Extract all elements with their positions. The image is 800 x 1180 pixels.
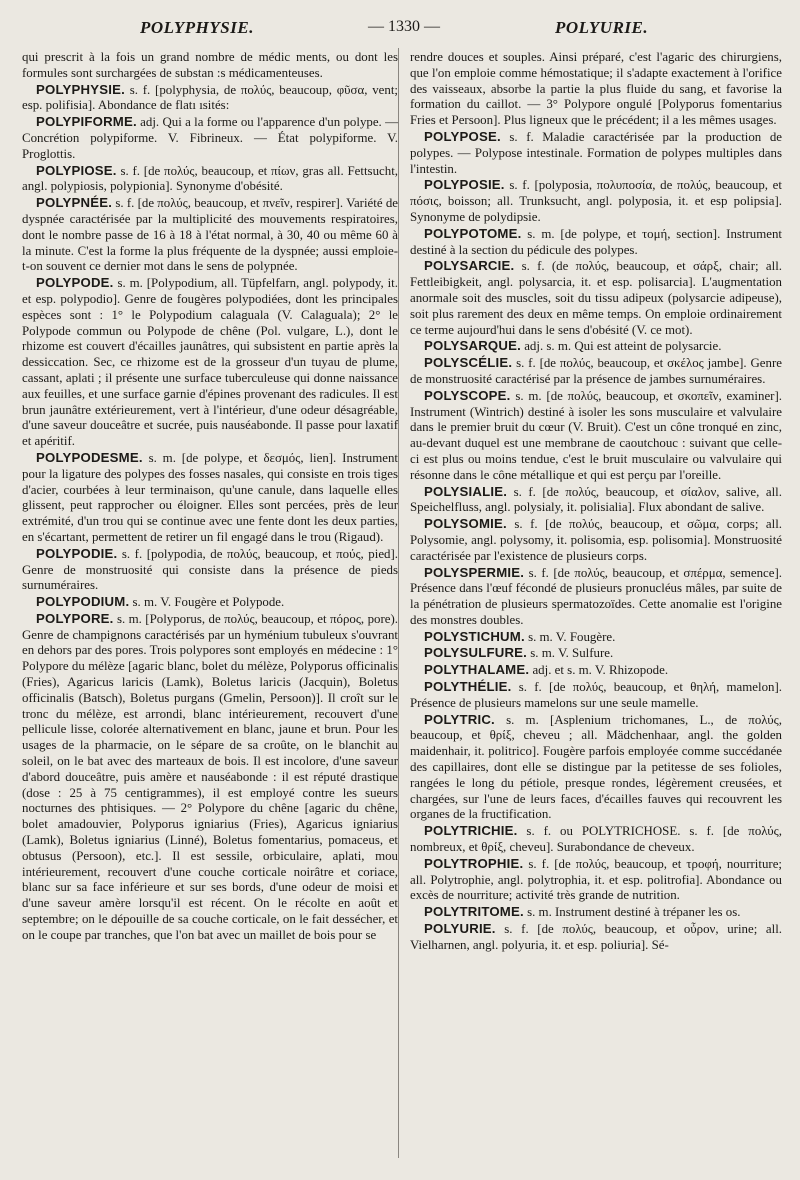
page-number: — 1330 — — [368, 18, 440, 35]
dictionary-entry — [410, 712, 782, 824]
entry-definition: s. m. [Polyporus, de πολύς, beaucoup, et πόρος, pore). Genre de champignons caractérisés par un hyménium tubuleux s'ouvrant en dehors par des pores. Trois polypores sont employés en médecine : 1° Polypore du mélèze [agaric blanc, bolet du mélèze, Polyporus officinalis (Fries), Agaricus laricis (Lamk), Boletus laricis (Jacquin), Boletus officinalis (Batsch), Boletus purgans (Gmelin, Persoon)]. Il croît sur le tronc du mélèze, est arrondi, blanc intérieurement, recouvert d'une pellicule lisse, colorée alternativement en blanc, jaune et brun. Pour les usages de la pharmacie, on le sépare de sa croûte, on le blanchit au soleil, on le bat avec des marteaux de bois. Il est incolore, d'une saveur d'abord douceâtre, puis amère et nauséabonde : il est réputé drastique (dose : 25 à 75 centigrammes), il est employé contre les sueurs nocturnes des phtisiques. — 2° Polypore du chêne [agaric du chêne, bolet amadouvier, Polyporus igniarius (Fries), Agaricus igniarius (Lamk), Boletus igniarius (Linné), Boletus fomentarius, pomaceus, et obtusus (Persoon), etc.]. Il est sessile, orbiculaire, aplati, mou intérieurement, recouvert d'une couche corticale noirâtre et coriace, blanc sur sa face inférieure et sur ses bords, d'une odeur de moisi et d'une saveur amère lorsqu'il est récent. On le récolte en août et septembre; on le dépouille de sa couche corticale, on le fait dessécher, et on le coupe par tranches, que l'on bat avec un maillet de bois pour se — [22, 611, 398, 942]
entry-definition: s. m. [Polypodium, all. Tüpfelfarn, angl. polypody, it. et esp. polypodio]. Genre de fougères polypodiées, dont les principales espèces sont : 1° le Polypodium calaguala (V. Calaguala); 2° le Polypode commun ou Polypode de chêne (Pol. vulgare, L.), dont le rhizome est couvert d'écailles jaunâtres, qui subsistent en partie après la dessiccation. Sec, ce rhizome est de la grosseur d'un tuyau de plume, cassant, aplati ; il présente une surface tuberculeuse qui donne naissance aux feuilles, et une surface garnie d'épines provenant des radicules. Il est brun jaunâtre extérieurement, vert à l'intérieur, d'une odeur désagréable, d'une saveur douceâtre et sucrée, puis nauséabonde. Il passe pour laxatif et apéritif. — [22, 276, 398, 449]
dictionary-entry — [410, 258, 782, 338]
dictionary-entry — [410, 823, 782, 856]
entry-headword: POLYSCÉLIE. — [424, 355, 513, 371]
entry-definition: s. m. V. Sulfure. — [527, 646, 614, 661]
entry-definition: qui prescrit à la fois un grand nombre de médic ments, ou dont les formules sont surchargées de substan :s médicamenteuses. — [22, 50, 398, 80]
entry-headword: POLYSCOPE. — [424, 387, 511, 403]
entry-headword: POLYPODESME. — [36, 449, 143, 465]
dictionary-entry — [22, 82, 398, 115]
entry-headword: POLYTRICHIE. — [424, 823, 518, 839]
entry-definition: s. f. (de πολύς, beaucoup, et σάρξ, chair; all. Fettleibigkeit, angl. polysarcia, it. et esp. polisarcia]. L'augmentation anormale soit des muscles, soit du tissu adipeux (polysarcie adipeuse), soit plus rarement des deux en même temps. On emploie ordinairement ce terme aujourd'hui dans le sens d'obésité (V. ce mot). — [410, 259, 782, 337]
right-column — [410, 50, 782, 954]
entry-definition: rendre douces et souples. Ainsi préparé, c'est l'agaric des chirurgiens, que l'on emploie comme hémostatique; il s'adapte exactement à l'orifice des vaisseaux, absorbe la partie la plus fluide du sang, et favorise la formation du caillot. — 3° Polypore ongulé [Polyporus fomentarius Fries et Persoon]. Plus ligneux que le précédent; il a les mêmes usages. — [410, 50, 782, 128]
entry-headword: POLYPIOSE. — [36, 162, 117, 178]
dictionary-entry — [410, 355, 782, 388]
entry-headword: POLYSTICHUM. — [424, 628, 525, 644]
entry-headword: POLYPOSE. — [424, 128, 501, 144]
entry-definition: s. f. [de πολύς, beaucoup, et τροφή, nourriture; all. Polytrophie, angl. polytrophia, it. et esp. politrofia]. Abondance ou excès de nourriture; activité très grande de nutrition. — [410, 856, 782, 903]
dictionary-entry — [410, 177, 782, 225]
dictionary-entry — [22, 114, 398, 162]
dictionary-entry — [410, 484, 782, 517]
entry-definition: s. m. V. Fougère et Polypode. — [129, 595, 285, 610]
entry-headword: POLYPOSIE. — [424, 177, 505, 193]
entry-headword: POLYSPERMIE. — [424, 564, 525, 580]
entry-headword: POLYPHYSIE. — [36, 81, 125, 97]
dictionary-entry — [22, 163, 398, 196]
entry-headword: POLYSARCIE. — [424, 258, 515, 274]
entry-definition: s. m. Instrument destiné à trépaner les os. — [523, 905, 741, 920]
dictionary-entry — [22, 594, 398, 611]
entry-definition: s. f. [polypodia, de πολύς, beaucoup, et πούς, pied]. Genre de monstruosité qui consiste dans la présence de pieds surnuméraires. — [22, 546, 398, 593]
entry-definition: s. f. ou POLYTRICHOSE. s. f. [de πολύς, nombreux, et θρίξ, cheveu]. Surabondance de cheveux. — [410, 824, 782, 855]
entry-definition: s. m. V. Fougère. — [524, 629, 616, 644]
entry-definition: s. m. [de polype, et δεσμός, lien]. Instrument pour la ligature des polypes des fosses nasales, qui consiste en trois tiges d'acier, courbées à leur terminaison, qu'une canule, dans laquelle elles glissent, peut rapprocher ou éloigner. Elles sont percées, près de leur extrémité, d'un trou qui se continue avec une fente dont les deux parties, en s'écartant, permettent de retirer un fil engagé dans le trou (Rigaud). — [22, 450, 398, 544]
dictionary-entry — [22, 546, 398, 594]
entry-definition: s. f. [de πολύς, beaucoup, et πίων, gras all. Fettsucht, angl. polypiosis, polypionia]. Synonyme d'obésité. — [22, 163, 398, 194]
dictionary-entry — [410, 50, 782, 129]
left-column — [22, 50, 398, 944]
header-right-word: POLYURIE. — [555, 18, 649, 37]
entry-headword: POLYSULFURE. — [424, 645, 528, 661]
dictionary-entry — [22, 611, 398, 944]
dictionary-entry — [410, 856, 782, 904]
entry-definition: s. f. [polyphysia, de πολύς, beaucoup, φῦσα, vent; esp. polifisia]. Abondance de flatı ısités: — [22, 82, 398, 113]
entry-definition: s. m. [Asplenium trichomanes, L., de πολύς, beaucoup, et θρίξ, cheveu ; all. Mädchenhaar, angl. the golden maidenhair, it. politrico]. Fougère parfois employée comme succédanée des capillaires, dont elle se distingue par la petitesse de ses folioles, rangées le long du pétiole, presque rondes, légèrement creusées, et chargées, sur l'une de leurs faces, d'écailles fauves qui recouvrent les organes de la fructification. — [410, 712, 782, 822]
entry-headword: POLYPODIE. — [36, 545, 118, 561]
entry-definition: adj. et s. m. V. Rhizopode. — [529, 663, 669, 678]
entry-headword: POLYPORE. — [36, 610, 114, 626]
dictionary-entry — [410, 129, 782, 177]
column-divider — [398, 48, 399, 1158]
dictionary-entry — [410, 662, 782, 679]
dictionary-entry — [410, 388, 782, 484]
dictionary-entry — [410, 565, 782, 629]
entry-headword: POLYPNÉE. — [36, 195, 113, 211]
dictionary-entry — [410, 516, 782, 564]
page-header — [20, 14, 780, 44]
entry-definition: adj. s. m. Qui est atteint de polysarcie. — [520, 339, 722, 354]
dictionary-entry — [410, 679, 782, 712]
dictionary-entry — [410, 921, 782, 954]
entry-definition: s. f. Maladie caractérisée par la production de polypes. — Polypose intestinale. Formation de polypes multiples dans l'intestin. — [410, 129, 782, 176]
entry-definition: s. f. [de πολύς, beaucoup, et πνεῖν, respirer]. Variété de dyspnée caractérisée par la multiplicité des mouvements respiratoires, dont le nombre passe de 16 à 18 à l'état normal, à 30, 40 ou même 60 à la minute. C'est la forme la plus fréquente de la dyspnée; aussi emploie-t-on souvent ce dernier mot dans le sens de polypnée. — [22, 196, 398, 274]
entry-headword: POLYURIE. — [424, 921, 496, 937]
entry-headword: POLYSOMIE. — [424, 516, 507, 532]
entry-definition: adj. Qui a la forme ou l'apparence d'un polype. — Concrétion polypiforme. V. Fibrineux. — État polypiforme. V. Proglottis. — [22, 115, 398, 161]
entry-headword: POLYTHALAME. — [424, 662, 530, 678]
entry-headword: POLYSARQUE. — [424, 338, 521, 354]
dictionary-entry — [22, 195, 398, 275]
dictionary-entry — [22, 450, 398, 546]
entry-definition: s. f. [de πολύς, beaucoup, et σκέλος jambe]. Genre de monstruosité caractérisé par la présence de jambes surnuméraires. — [410, 356, 782, 386]
entry-definition: s. f. [de πολύς, beaucoup, et σῶμα, corps; all. Polysomie, angl. polysomy, it. polisomia, esp. polisomia]. Monstruosité caractérisée par l'existence de plusieurs corps. — [410, 517, 782, 563]
entry-headword: POLYSIALIE. — [424, 483, 508, 499]
entry-definition: s. f. [de πολύς, beaucoup, et σίαλον, salive, all. Speichelfluss, angl. polysialy, it. polisialia]. Flux abondant de salive. — [410, 484, 782, 515]
dictionary-entry — [22, 50, 398, 82]
entry-headword: POLYPOTOME. — [424, 225, 522, 241]
entry-headword: POLYTHÉLIE. — [424, 679, 512, 695]
entry-definition: s. f. [polyposia, πολυποσία, de πολύς, beaucoup, et πόσις, boisson; all. Trunksucht, angl. polyposia, it. et esp polipsia]. Synonyme de polydipsie. — [410, 178, 782, 224]
entry-headword: POLYTRIC. — [424, 711, 495, 727]
entry-definition: s. m. [de πολύς, beaucoup, et σκοπεῖν, examiner]. Instrument (Wintrich) destiné à isoler les sons musculaire et valvulaire dans le premier bruit du cœur (V. Bruit). C'est un cône tronqué en zinc, au-devant duquel est une membrane de caoutchouc : suivant que celle-ci est plus ou moins tendue, c'est le bruit musculaire ou valvulaire qui résonne dans le cône métallique et qui est perçu par l'oreille. — [410, 388, 782, 482]
entry-definition: s. m. [de polype, et τομή, section]. Instrument destiné à la section du pédicule des polypes. — [410, 226, 782, 257]
entry-headword: POLYTRITOME. — [424, 904, 524, 920]
dictionary-entry — [410, 226, 782, 259]
entry-definition: s. f. [de πολύς, beaucoup, et οὖρον, urine; all. Vielharnen, angl. polyuria, it. et esp. poliuria]. Sé- — [410, 922, 782, 952]
entry-headword: POLYPODE. — [36, 275, 114, 291]
dictionary-entry — [410, 645, 782, 662]
dictionary-entry — [22, 275, 398, 450]
dictionary-entry — [410, 629, 782, 646]
entry-headword: POLYPIFORME. — [36, 114, 137, 130]
entry-definition: s. f. [de πολύς, beaucoup, et θηλή, mamelon]. Présence de plusieurs mamelons sur une seule mamelle. — [410, 680, 782, 710]
dictionary-entry — [410, 904, 782, 921]
header-left-word: POLYPHYSIE. — [140, 18, 254, 37]
entry-headword: POLYTROPHIE. — [424, 855, 524, 871]
entry-headword: POLYPODIUM. — [36, 594, 130, 610]
entry-definition: s. f. [de πολύς, beaucoup, et σπέρμα, semence]. Présence dans l'œuf fécondé de plusieurs pronucléus mâles, par suite de la pénétration de plusieurs spermatozoïdes. Cette anomalie est l'origine des monstres doubles. — [410, 565, 782, 627]
dictionary-entry — [410, 338, 782, 355]
